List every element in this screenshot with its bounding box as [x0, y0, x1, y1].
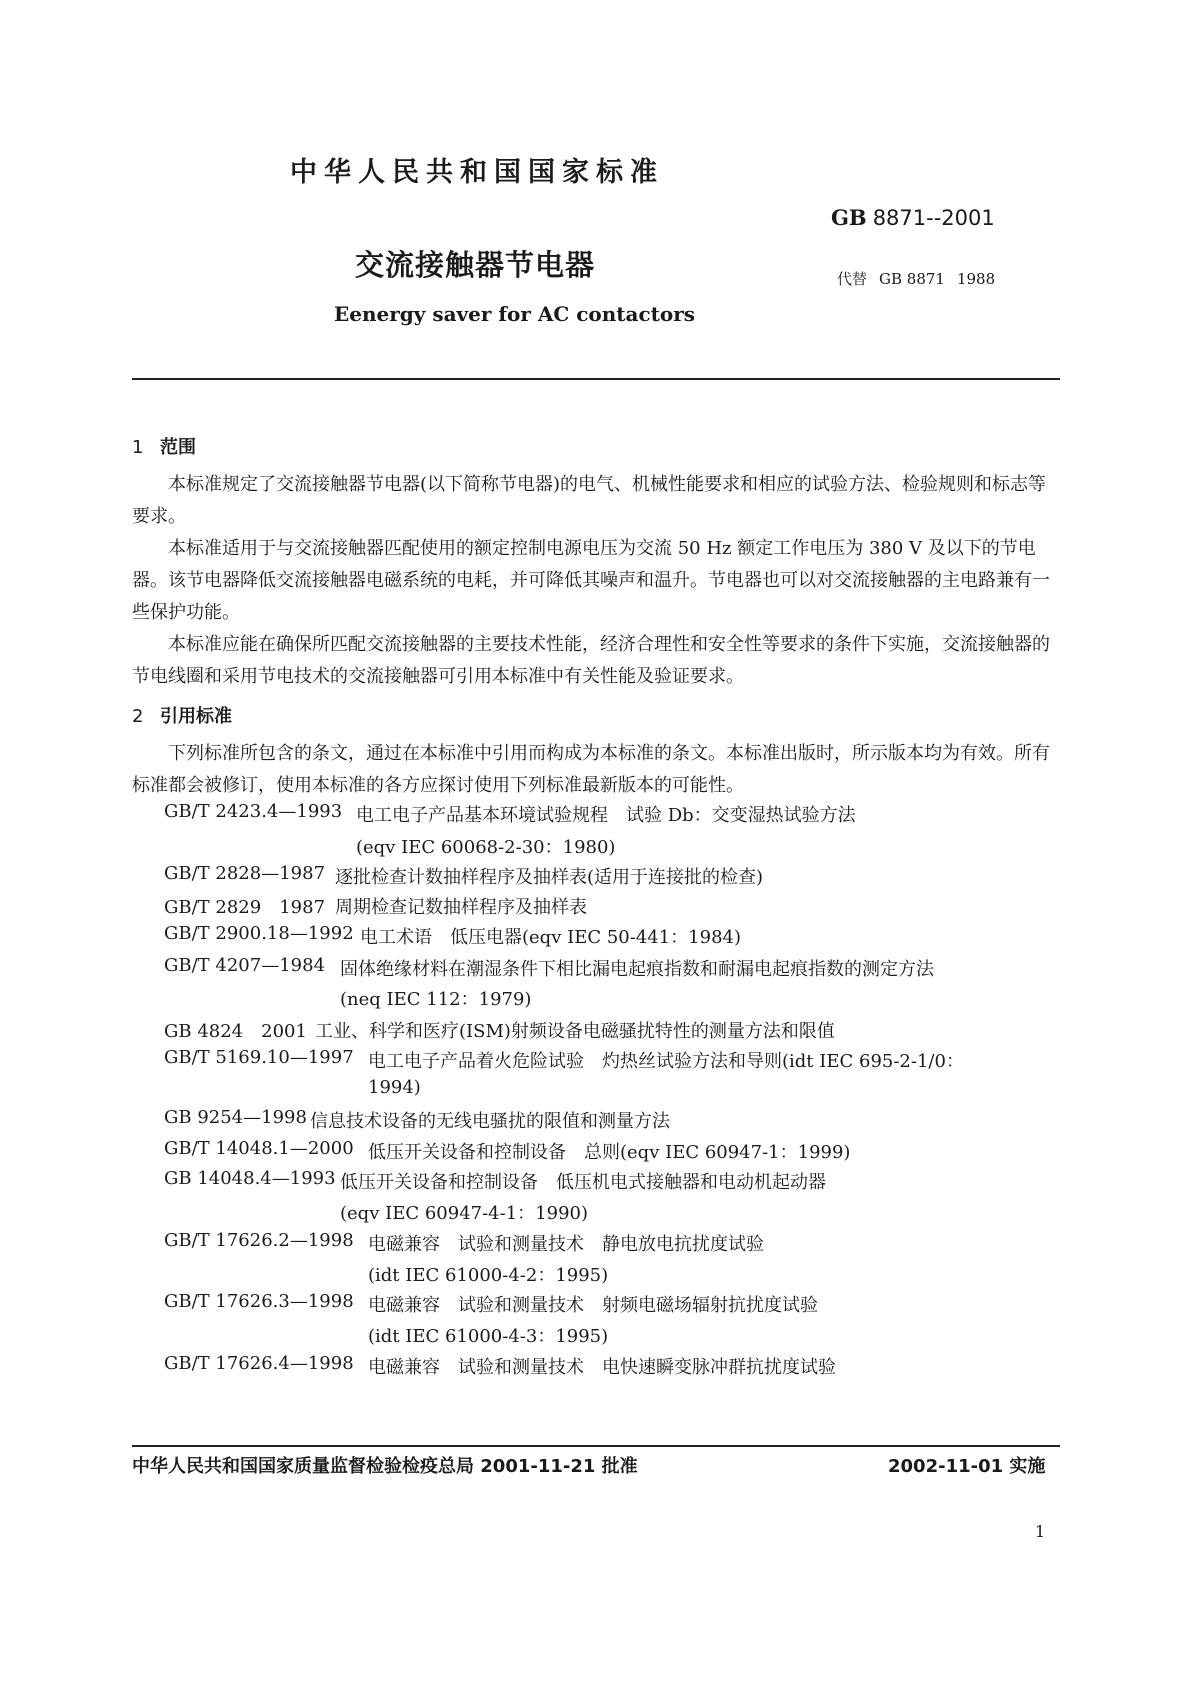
ref-title: 逐批检查计数抽样程序及抽样表(适用于连接批的检查) [335, 867, 764, 888]
ref-code: GB/T 2828—1987 [164, 863, 326, 884]
ref-code: GB/T 2829 1987 [164, 897, 326, 918]
ref-title: 电磁兼容 试验和测量技术 静电放电抗扰度试验 [368, 1234, 764, 1255]
ref-code: GB/T 2900.18—1992 [164, 923, 354, 944]
ref-code: GB 9254—1998 [164, 1107, 307, 1128]
ref-title: 信息技术设备的无线电骚扰的限值和测量方法 [310, 1111, 670, 1132]
ref-title: 周期检查记数抽样程序及抽样表 [335, 897, 587, 918]
section-number: 2 [132, 706, 144, 727]
ref-code: GB/T 5169.10—1997 [164, 1047, 354, 1068]
page-number: 1 [1035, 1522, 1046, 1541]
ref-subnote: (eqv IEC 60068-2-30：1980) [356, 837, 616, 858]
ref-subnote: (eqv IEC 60947-4-1：1990) [340, 1203, 588, 1224]
paragraph: 本标准应能在确保所匹配交流接触器的主要技术性能，经济合理性和安全性等要求的条件下实施，交流接触器的节电线圈和采用节电技术的交流接触器可引用本标准中有关性能及验证要求。 [132, 634, 1050, 687]
ref-code: GB/T 4207—1984 [164, 955, 326, 976]
footer-divider [132, 1445, 1060, 1447]
ref-code: GB 4824 2001 [164, 1021, 307, 1042]
standard-code: 8871--2001 [872, 206, 995, 230]
document-title-en: Eenergy saver for AC contactors [334, 302, 696, 326]
ref-title: 固体绝缘材料在潮湿条件下相比漏电起痕指数和耐漏电起痕指数的测定方法 [340, 959, 934, 980]
replaces-note [837, 268, 1007, 289]
ref-title: 电工术语 低压电器(eqv IEC 50-441：1984) [360, 927, 742, 948]
ref-code: GB/T 17626.2—1998 [164, 1230, 354, 1251]
ref-code: GB 14048.4—1993 [164, 1168, 336, 1189]
section-number: 1 [132, 437, 144, 458]
ref-code: GB/T 2423.4—1993 [164, 801, 343, 822]
standard-prefix: GB [831, 205, 867, 230]
paragraph: 本标准规定了交流接触器节电器(以下简称节电器)的电气、机械性能要求和相应的试验方法、检验规则和标志等要求。 [132, 474, 1047, 527]
ref-title: 低压开关设备和控制设备 低压机电式接触器和电动机起动器 [340, 1172, 826, 1193]
ref-subnote: (idt IEC 61000-4-3：1995) [368, 1326, 609, 1347]
ref-code: GB/T 17626.4—1998 [164, 1353, 354, 1374]
approval-note: 中华人民共和国国家质量监督检验检疫总局 2001-11-21 批准 [132, 1456, 638, 1477]
header-divider [132, 378, 1060, 380]
replaces-year: 1988 [956, 270, 996, 288]
section-2-heading [132, 702, 232, 728]
ref-subnote: (neq IEC 112：1979) [340, 989, 532, 1010]
ref-subnote: 1994) [368, 1077, 421, 1098]
ref-title: 电磁兼容 试验和测量技术 电快速瞬变脉冲群抗扰度试验 [368, 1357, 836, 1378]
section-1-heading [132, 433, 196, 459]
implementation-date: 2002-11-01 实施 [888, 1456, 1046, 1477]
ref-code: GB/T 17626.3—1998 [164, 1291, 354, 1312]
section-title: 范围 [160, 437, 196, 458]
ref-title: 电工电子产品着火危险试验 灼热丝试验方法和导则(idt IEC 695-2-1/0： [368, 1051, 964, 1072]
replaces-label: 代替 [837, 270, 868, 288]
ref-title: 低压开关设备和控制设备 总则(eqv IEC 60947-1：1999) [368, 1142, 851, 1163]
ref-title: 电磁兼容 试验和测量技术 射频电磁场辐射抗扰度试验 [368, 1295, 818, 1316]
paragraph: 本标准适用于与交流接触器匹配使用的额定控制电源电压为交流 50 Hz 额定工作电压为 380 V 及以下的节电器。该节电器降低交流接触器电磁系统的电耗，并可降低其噪声和温升。节电器也可以对交流接触器的主电路兼有一些保护功能。 [132, 538, 1050, 623]
ref-code: GB/T 14048.1—2000 [164, 1138, 354, 1159]
ref-title: 电工电子产品基本环境试验规程 试验 Db：交变湿热试验方法 [356, 805, 856, 826]
issuer-title: 中华人民共和国国家标准 [290, 157, 664, 188]
ref-title: 工业、科学和医疗(ISM)射频设备电磁骚扰特性的测量方法和限值 [315, 1021, 835, 1042]
paragraph: 下列标准所包含的条文，通过在本标准中引用而构成为本标准的条文。本标准出版时，所示版本均为有效。所有标准都会被修订，使用本标准的各方应探讨使用下列标准最新版本的可能性。 [132, 743, 1050, 796]
ref-subnote: (idt IEC 61000-4-2：1995) [368, 1265, 609, 1286]
replaces-code: GB 8871 [879, 270, 945, 288]
section-title: 引用标准 [160, 706, 232, 727]
document-title-cn: 交流接触器节电器 [355, 248, 596, 282]
standard-number [831, 205, 995, 230]
